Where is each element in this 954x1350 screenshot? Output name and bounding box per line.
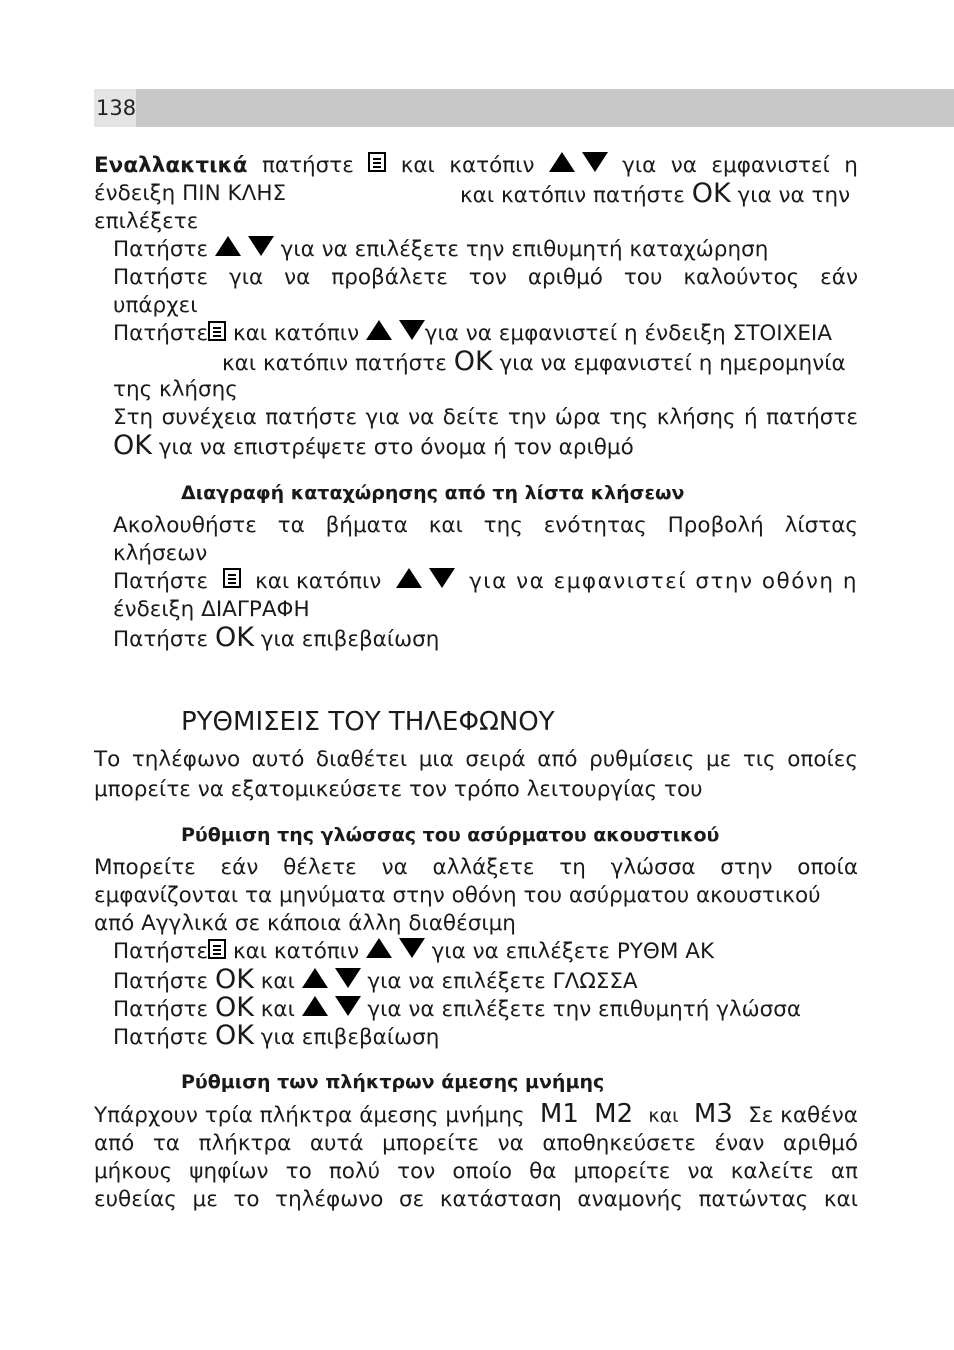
settings-line: μπορείτε να εξατομικεύσετε τον τρόπο λειτουργίας του xyxy=(94,777,703,802)
up-arrow-icon xyxy=(366,320,392,340)
step-line: Στη συνέχεια πατήστε για να δείτε την ώρα της κλήσης ή πατήστε xyxy=(113,405,858,430)
delete-line xyxy=(113,568,858,596)
menu-icon xyxy=(368,152,386,172)
text: και κατόπιν xyxy=(255,569,382,594)
up-arrow-icon xyxy=(302,968,328,988)
text: για να επιστρέψετε στο όνομα ή τον αριθμό xyxy=(158,435,634,460)
text: και κατόπιν πατήστε xyxy=(222,351,447,376)
text: και κατόπιν πατήστε xyxy=(460,183,685,208)
m3-key: M3 xyxy=(693,1099,733,1129)
text: και κατόπιν xyxy=(232,939,360,964)
up-arrow-icon xyxy=(302,996,328,1016)
m2-key: M2 xyxy=(594,1099,634,1129)
language-line: εμφανίζονται τα μηνύματα στην οθόνη του ασύρματου ακουστικού xyxy=(94,883,821,908)
text: η xyxy=(844,153,858,178)
down-arrow-icon xyxy=(335,968,361,988)
up-arrow-icon xyxy=(366,938,392,958)
delete-line: κλήσεων xyxy=(113,541,208,566)
step-line: της κλήσης xyxy=(113,377,238,402)
down-arrow-icon xyxy=(429,568,455,588)
delete-line xyxy=(113,624,439,654)
language-heading: Ρύθμιση της γλώσσας του ασύρματου ακουστικού xyxy=(181,824,720,846)
up-arrow-icon xyxy=(396,568,422,588)
memory-line xyxy=(94,1100,858,1130)
text: για να εμφανιστεί η ένδειξη ΣΤΟΙΧΕΙΑ xyxy=(424,321,832,346)
down-arrow-icon xyxy=(399,938,425,958)
text: Σε καθένα xyxy=(748,1103,858,1128)
step-line xyxy=(222,348,846,378)
text: για να επιλέξετε την επιθυμητή γλώσσα xyxy=(367,997,802,1022)
delete-line: ένδειξη ΔΙΑΓΡΑΦΗ xyxy=(113,597,310,622)
step-line xyxy=(113,236,768,264)
text: κατόπιν xyxy=(449,153,535,178)
menu-icon xyxy=(208,939,226,959)
ok-label: OK xyxy=(113,430,152,461)
text: για να εμφανιστεί στην οθόνη η xyxy=(469,569,858,594)
language-step xyxy=(113,966,638,996)
settings-title: ΡΥΘΜΙΣΕΙΣ ΤΟΥ ΤΗΛΕΦΩΝΟΥ xyxy=(181,707,555,737)
header-bar xyxy=(94,89,954,127)
language-step xyxy=(113,1022,439,1052)
memory-line: από τα πλήκτρα αυτά μπορείτε να αποθηκεύσετε έναν αριθμό xyxy=(94,1131,858,1156)
delete-line: Ακολουθήστε τα βήματα και της ενότητας Προβολή λίστας xyxy=(113,513,858,538)
page-number: 138 xyxy=(94,89,136,127)
text: για να επιλέξετε ΓΛΩΣΣΑ xyxy=(367,969,638,994)
text: εμφανιστεί xyxy=(711,153,830,178)
text: για xyxy=(622,153,657,178)
delete-heading: Διαγραφή καταχώρησης από τη λίστα κλήσεων xyxy=(181,482,685,504)
ok-label: OK xyxy=(453,346,493,377)
down-arrow-icon xyxy=(399,320,425,340)
up-arrow-icon xyxy=(549,152,575,172)
language-line: Μπορείτε εάν θέλετε να αλλάξετε τη γλώσσα στην οποία xyxy=(94,855,858,880)
text: για να επιλέξετε ΡΥΘΜ ΑΚ xyxy=(431,939,715,964)
text: Πατήστε xyxy=(113,237,209,262)
step-line: υπάρχει xyxy=(113,293,198,318)
text: να xyxy=(670,153,697,178)
menu-icon xyxy=(208,321,226,341)
text: Πατήστε xyxy=(113,1025,209,1050)
step-line xyxy=(113,320,832,348)
up-arrow-icon xyxy=(215,236,241,256)
text: και κατόπιν xyxy=(232,321,360,346)
text: για επιβεβαίωση xyxy=(260,627,440,652)
p1-line3: επιλέξετε xyxy=(94,209,199,234)
p1-line2a: ένδειξη ΠΙΝ ΚΛΗΣ xyxy=(94,181,287,206)
text: για να εμφανιστεί η ημερομηνία xyxy=(499,351,846,376)
text: και xyxy=(648,1105,679,1127)
p1-line1 xyxy=(94,152,858,180)
text: και xyxy=(400,153,435,178)
down-arrow-icon xyxy=(335,996,361,1016)
text: Υπάρχουν τρία πλήκτρα άμεσης μνήμης xyxy=(94,1103,525,1128)
text: και xyxy=(260,997,295,1022)
ok-label: OK xyxy=(691,178,731,209)
text: Πατήστε xyxy=(113,969,209,994)
ok-label: OK xyxy=(214,992,254,1023)
step-line xyxy=(113,432,634,462)
language-line: από Αγγλικά σε κάποια άλλη διαθέσιμη xyxy=(94,911,516,936)
menu-icon xyxy=(223,568,241,588)
memory-heading: Ρύθμιση των πλήκτρων άμεσης μνήμης xyxy=(181,1071,605,1093)
text: και xyxy=(260,969,295,994)
down-arrow-icon xyxy=(582,152,608,172)
alt-label: Εναλλακτικά xyxy=(94,153,248,178)
ok-label: OK xyxy=(214,1020,254,1051)
memory-line: μήκους ψηφίων το πολύ τον οποίο θα μπορείτε να καλείτε απ xyxy=(94,1159,858,1184)
language-step xyxy=(113,938,714,966)
step-line: Πατήστε για να προβάλετε τον αριθμό του καλούντος εάν xyxy=(113,265,858,290)
settings-line: Το τηλέφωνο αυτό διαθέτει μια σειρά από ρυθμίσεις με τις οποίες xyxy=(94,747,858,772)
memory-line: ευθείας με το τηλέφωνο σε κατάσταση αναμονής πατώντας και xyxy=(94,1187,858,1212)
p1-line2b xyxy=(460,180,850,210)
text: για να επιλέξετε την επιθυμητή καταχώρηση xyxy=(280,237,769,262)
down-arrow-icon xyxy=(248,236,274,256)
text: Πατήστε xyxy=(113,939,209,964)
text: Πατήστε xyxy=(113,997,209,1022)
text: για επιβεβαίωση xyxy=(260,1025,440,1050)
text: πατήστε xyxy=(261,153,354,178)
text: για να την xyxy=(737,183,851,208)
text: Πατήστε xyxy=(113,321,209,346)
m1-key: M1 xyxy=(539,1099,579,1129)
text: Πατήστε xyxy=(113,569,209,594)
ok-label: OK xyxy=(214,622,254,653)
text: Πατήστε xyxy=(113,627,209,652)
ok-label: OK xyxy=(214,964,254,995)
